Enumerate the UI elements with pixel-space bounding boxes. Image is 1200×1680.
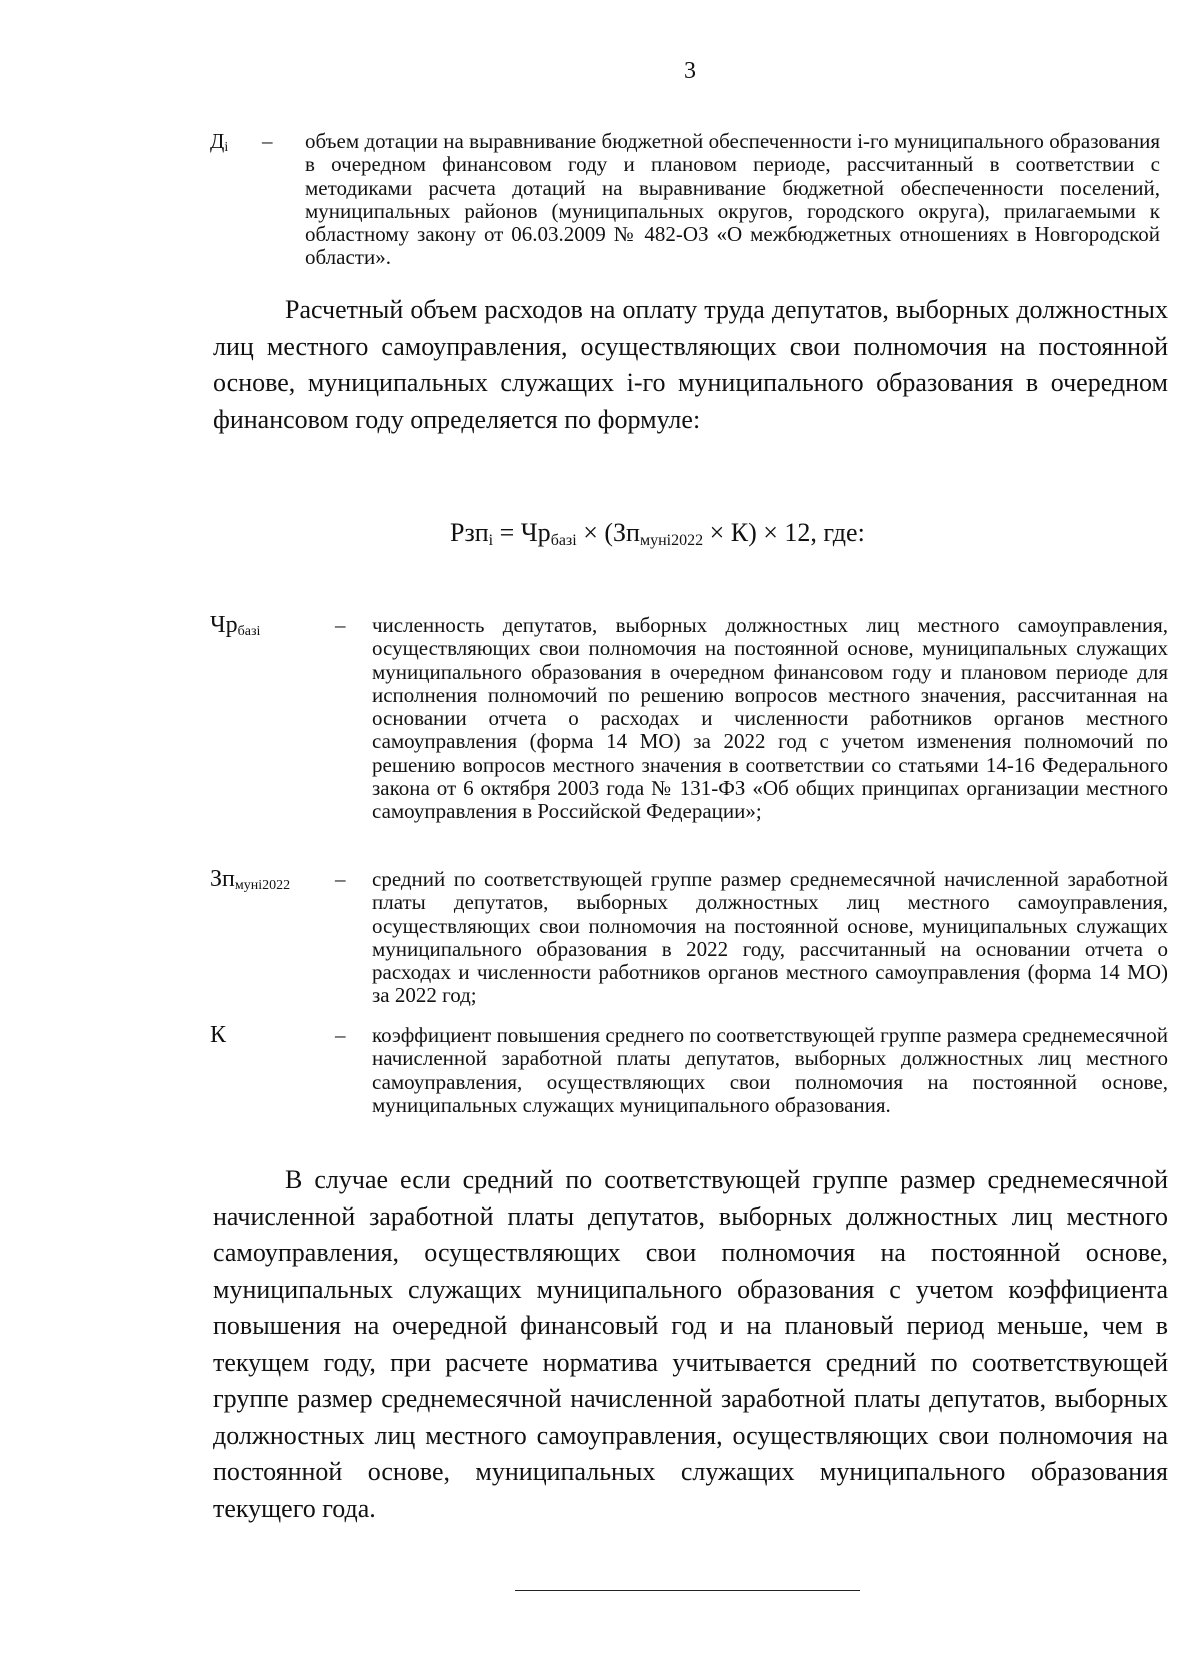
definition-headcount — [210, 614, 1170, 864]
definition-dash: – — [335, 613, 346, 637]
definition-symbol: $Д_i$ — [210, 129, 229, 155]
definition-average-salary — [210, 868, 1170, 1013]
definition-dotation — [210, 130, 1170, 275]
definition-text: коэффициент повышения среднего по соответствующей группе размера среднемесячной начисленной заработной платы депутатов, выборных должностных лиц местного самоуправления, осуществляющих свои полномочия на постоянной основе, муниципальных служащих муниципального образования. — [372, 1023, 1168, 1117]
definition-dash: – — [335, 1023, 346, 1047]
definition-coefficient — [210, 1024, 1170, 1144]
formula: $Рзп_i = Чр_{базi} \times (Зп_{мунi2022} \times К) \times 12$, где: — [450, 518, 865, 549]
definition-text: средний по соответствующей группе размер среднемесячной начисленной заработной платы депутатов, выборных должностных лиц местного самоуправления, осуществляющих свои полномочия на постоянной основе, муниципальных служащих муниципального образования в 2022 году, рассчитанный на основании отчета о расходах и численности работников органов местного самоуправления (форма 14 МО) за 2022 год; — [372, 867, 1168, 1008]
paragraph-calculation-intro: Расчетный объем расходов на оплату труда депутатов, выборных должностных лиц местного самоуправления, осуществляющих свои полномочия на постоянной основе, муниципальных служащих i-го муниципального образования в очередном финансовом году определяется по формуле: — [213, 295, 1168, 434]
paragraph-exception-case: В случае если средний по соответствующей группе размер среднемесячной начисленной заработной платы депутатов, выборных должностных лиц местного самоуправления, осуществляющих свои полномочия на постоянной основе, муниципальных служащих муниципального образования с учетом коэффициента повышения на очередной финансовый год и на плановый период меньше, чем в текущем году, при расчете норматива учитывается средний по соответствующей группе размер среднемесячной начисленной заработной платы депутатов, выборных должностных лиц местного самоуправления, осуществляющих свои полномочия на постоянной основе, муниципальных служащих муниципального образования текущего года. — [213, 1165, 1168, 1523]
definition-dash: – — [262, 129, 273, 153]
definition-text: численность депутатов, выборных должностных лиц местного самоуправления, осуществляющих свои полномочия на постоянной основе, муниципальных служащих муниципального образования в очередном финансовом году и плановом периоде для исполнения полномочий по решению вопросов местного значения, рассчитанная на основании отчета о расходах и численности работников органов местного самоуправления (форма 14 МО) за 2022 год с учетом изменения полномочий по решению вопросов местного значения в соответствии со статьями 14-16 Федерального закона от 6 октября 2003 года № 131-ФЗ «Об общих принципах организации местного самоуправления в Российской Федерации»; — [372, 613, 1168, 824]
definition-symbol: К — [210, 1022, 227, 1048]
end-of-page-rule — [515, 1590, 860, 1591]
definition-dash: – — [335, 867, 346, 891]
definition-symbol: $Чр_{базi}$ — [210, 612, 261, 639]
page-number: 3 — [684, 58, 696, 84]
definition-symbol: $Зп_{мунi2022}$ — [210, 866, 291, 893]
definition-text: объем дотации на выравнивание бюджетной обеспеченности i-го муниципального образования в очередном финансовом году и плановом периоде, рассчитанный в соответствии с методиками расчета дотаций на выравнивание бюджетной обеспеченности поселений, муниципальных районов (муниципальных округов, городского округа), прилагаемыми к областному закону от 06.03.2009 № 482-ОЗ «О межбюджетных отношениях в Новгородской области». — [305, 129, 1160, 270]
